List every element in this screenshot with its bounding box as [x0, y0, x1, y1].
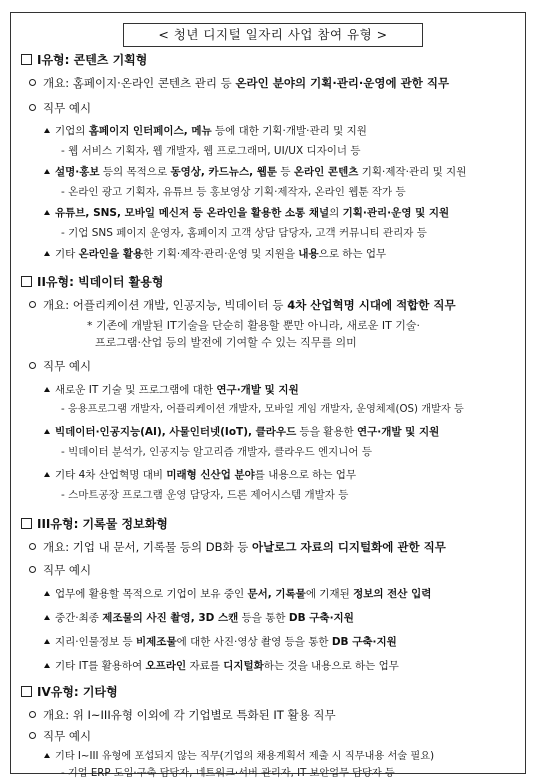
triangle-bullet-icon: [44, 663, 50, 668]
triangle-bullet-icon: [44, 251, 50, 256]
list-item: 기업의 홈페이지 인터페이스, 메뉴 등에 대한 기획·개발·관리 및 지원: [44, 124, 367, 138]
type-2-examples-label: 직무 예시: [29, 359, 91, 373]
type-2-note-line-1: * 기존에 개발된 IT기술을 단순히 활용할 뿐만 아니라, 새로운 IT 기술·: [87, 319, 421, 332]
triangle-bullet-icon: [44, 169, 50, 174]
type-2-note-line-2: 프로그램·산업 등의 발전에 기여할 수 있는 직무를 의미: [95, 336, 357, 349]
triangle-bullet-icon: [44, 639, 50, 644]
type-4-examples-label: 직무 예시: [29, 729, 91, 743]
list-item: 유튜브, SNS, 모바일 메신저 등 온라인을 활용한 소통 채널의 기획·관리·운영 및 지원: [44, 206, 449, 220]
list-item: 기타 4차 산업혁명 대비 미래형 신산업 분야를 내용으로 하는 업무: [44, 468, 356, 482]
list-item: 기타 IT를 활용하여 오프라인 자료를 디지털화하는 것을 내용으로 하는 업무: [44, 659, 399, 673]
type-2-heading: II유형: 빅데이터 활용형: [21, 275, 163, 289]
circle-bullet-icon: [29, 566, 36, 573]
list-item: 설명·홍보 등의 목적으로 동영상, 카드뉴스, 웹툰 등 온라인 콘텐츠 기획·제작·관리 및 지원: [44, 165, 466, 179]
circle-bullet-icon: [29, 104, 36, 111]
type-4-overview: 개요: 위 I~III유형 이외에 각 기업별로 특화된 IT 활용 직무: [29, 708, 336, 722]
checkbox-square-icon: [21, 518, 32, 529]
list-item-sub: - 스마트공장 프로그램 운영 담당자, 드론 제어시스템 개발자 등: [61, 489, 349, 501]
triangle-bullet-icon: [44, 753, 50, 758]
type-1-heading: I유형: 콘텐츠 기획형: [21, 53, 147, 67]
list-item-sub: - 기업 ERP 도입·구축 담당자, 네트워크·서버 관리자, IT 보안업무 담당자 등: [61, 768, 395, 779]
page-title: < 청년 디지털 일자리 사업 참여 유형 >: [123, 23, 423, 47]
document-page: [10, 12, 526, 779]
list-item-sub: - 온라인 광고 기획자, 유튜브 등 홍보영상 기획·제작자, 온라인 웹툰 작가 등: [61, 186, 406, 198]
triangle-bullet-icon: [44, 615, 50, 620]
list-item-sub: - 기업 SNS 페이지 운영자, 홈페이지 고객 상담 담당자, 고객 커뮤니티 관리자 등: [61, 227, 427, 239]
circle-bullet-icon: [29, 301, 36, 308]
type-4-heading: IV유형: 기타형: [21, 685, 118, 699]
checkbox-square-icon: [21, 686, 32, 697]
list-item-sub: - 응용프로그램 개발자, 어플리케이션 개발자, 모바일 게임 개발자, 운영체제(OS) 개발자 등: [61, 404, 464, 415]
circle-bullet-icon: [29, 711, 36, 718]
list-item: 기타 온라인을 활용한 기획·제작·관리·운영 및 지원을 내용으로 하는 업무: [44, 247, 386, 261]
type-1-examples-label: 직무 예시: [29, 101, 91, 115]
list-item: 업무에 활용할 목적으로 기업이 보유 중인 문서, 기록물에 기재된 정보의 전산 입력: [44, 587, 431, 601]
circle-bullet-icon: [29, 362, 36, 369]
type-2-overview: 개요: 어플리케이션 개발, 인공지능, 빅데이터 등 4차 산업혁명 시대에 적합한 직무: [29, 298, 456, 312]
triangle-bullet-icon: [44, 128, 50, 133]
list-item-sub: - 빅데이터 분석가, 인공지능 알고리즘 개발자, 클라우드 엔지니어 등: [61, 446, 373, 458]
type-3-examples-label: 직무 예시: [29, 563, 91, 577]
circle-bullet-icon: [29, 79, 36, 86]
list-item: 새로운 IT 기술 및 프로그램에 대한 연구·개발 및 지원: [44, 383, 299, 397]
checkbox-square-icon: [21, 54, 32, 65]
list-item: 빅데이터·인공지능(AI), 사물인터넷(IoT), 클라우드 등을 활용한 연구·개발 및 지원: [44, 425, 439, 439]
list-item: 지리·인물정보 등 비제조물에 대한 사진·영상 촬영 등을 통한 DB 구축·지원: [44, 635, 397, 649]
list-item: 중간·최종 제조물의 사진 촬영, 3D 스캔 등을 통한 DB 구축·지원: [44, 611, 354, 625]
checkbox-square-icon: [21, 276, 32, 287]
list-item-sub: - 웹 서비스 기획자, 웹 개발자, 웹 프로그래머, UI/UX 디자이너 등: [61, 145, 361, 157]
circle-bullet-icon: [29, 543, 36, 550]
triangle-bullet-icon: [44, 387, 50, 392]
type-3-heading: III유형: 기록물 정보화형: [21, 517, 168, 531]
list-item: 기타 I~III 유형에 포섭되지 않는 직무(기업의 채용계획서 제출 시 직무내용 서술 필요): [44, 750, 434, 764]
triangle-bullet-icon: [44, 210, 50, 215]
triangle-bullet-icon: [44, 591, 50, 596]
type-1-overview: 개요: 홈페이지·온라인 콘텐츠 관리 등 온라인 분야의 기획·관리·운영에 관한 직무: [29, 76, 449, 90]
triangle-bullet-icon: [44, 472, 50, 477]
type-3-overview: 개요: 기업 내 문서, 기록물 등의 DB화 등 아날로그 자료의 디지털화에 관한 직무: [29, 540, 446, 554]
triangle-bullet-icon: [44, 429, 50, 434]
circle-bullet-icon: [29, 732, 36, 739]
